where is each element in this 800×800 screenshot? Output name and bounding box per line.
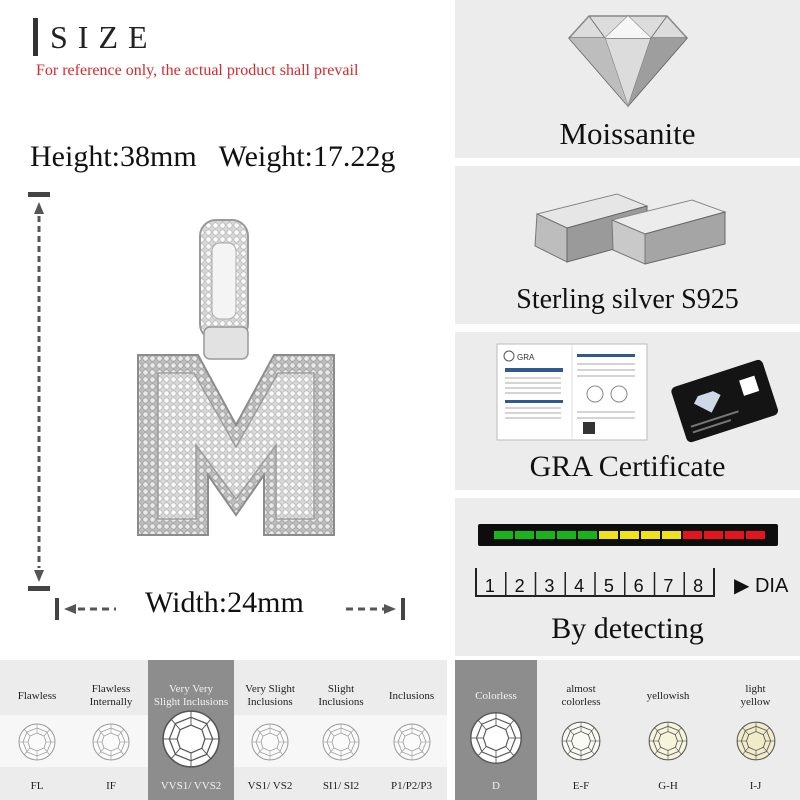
tester-scale-number: 8 xyxy=(693,576,704,596)
clarity-grade-column xyxy=(0,660,74,800)
tester-segment xyxy=(620,531,639,539)
feature-caption: By detecting xyxy=(551,612,704,645)
color-gem-icon xyxy=(647,720,689,767)
tester-segment xyxy=(704,531,723,539)
color-grade-code: G-H xyxy=(658,780,678,792)
clarity-grade-code: VVS1/ VVS2 xyxy=(160,780,222,792)
color-grade-code: D xyxy=(492,780,500,792)
tester-segment xyxy=(725,531,744,539)
tester-segment xyxy=(536,531,555,539)
feature-caption: Sterling silver S925 xyxy=(516,284,739,315)
reference-note: For reference only, the actual product shall prevail xyxy=(36,62,359,79)
tester-segment xyxy=(683,531,702,539)
clarity-gem-icon xyxy=(321,722,361,767)
color-grade-column xyxy=(537,660,625,800)
clarity-grade-column xyxy=(234,660,306,800)
clarity-grade-name: Very Very Slight Inclusions xyxy=(153,683,229,708)
clarity-grade-column xyxy=(376,660,447,800)
color-grade-name: almost colorless xyxy=(561,683,601,708)
feature-caption: Moissanite xyxy=(559,116,696,151)
clarity-grade-name: Flawless xyxy=(17,689,57,702)
color-grade-column xyxy=(625,660,711,800)
height-measure-arrow xyxy=(24,188,54,596)
tester-segment xyxy=(746,531,765,539)
color-grade-name: Colorless xyxy=(475,689,517,702)
color-gem-icon xyxy=(468,710,524,771)
clarity-gem-icon xyxy=(392,722,432,767)
clarity-grade-name: Very Slight Inclusions xyxy=(245,683,295,708)
certificate-icon xyxy=(495,342,780,444)
letter-m-pendant-image xyxy=(128,215,343,545)
tester-segment xyxy=(578,531,597,539)
color-grade-name: light yellow xyxy=(740,683,771,708)
clarity-grade-table xyxy=(0,660,447,800)
certificate-brand: GRA xyxy=(517,353,535,362)
color-gem-icon xyxy=(735,720,777,767)
tester-segment xyxy=(641,531,660,539)
tester-scale-number: 1 xyxy=(484,576,495,596)
feature-caption: GRA Certificate xyxy=(529,450,726,483)
diamond-tester-icon xyxy=(478,524,778,546)
tester-scale-number: 2 xyxy=(514,576,525,596)
clarity-grade-code: P1/P2/P3 xyxy=(391,780,432,792)
tester-scale-number: 5 xyxy=(603,576,614,596)
tester-segment xyxy=(599,531,618,539)
clarity-gem-icon xyxy=(91,722,131,767)
tester-scale-number: 4 xyxy=(574,576,585,596)
tester-scale xyxy=(474,564,724,600)
color-grade-column xyxy=(711,660,800,800)
tester-scale-number: 6 xyxy=(633,576,644,596)
clarity-grade-column xyxy=(306,660,376,800)
clarity-grade-code: SI1/ SI2 xyxy=(322,780,360,792)
width-label: Width:24mm xyxy=(145,586,304,619)
clarity-grade-name: Slight Inclusions xyxy=(318,683,364,708)
clarity-gem-icon xyxy=(250,722,290,767)
color-grade-column xyxy=(455,660,537,800)
tester-segment xyxy=(494,531,513,539)
clarity-grade-column xyxy=(74,660,148,800)
clarity-grade-code: IF xyxy=(106,780,116,792)
clarity-gem-icon xyxy=(17,722,57,767)
clarity-grade-code: FL xyxy=(30,780,44,792)
diamond-icon xyxy=(567,8,689,108)
size-title: SIZE xyxy=(50,18,158,55)
tester-dia-label: ▶ DIA xyxy=(734,575,789,597)
silver-bars-icon xyxy=(527,184,732,266)
clarity-grade-name: Flawless Internally xyxy=(89,683,133,708)
tester-label: DIA xyxy=(754,575,789,597)
height-label: Height:38mm xyxy=(30,140,197,173)
feature-certificate xyxy=(455,332,800,490)
tester-scale-number: 3 xyxy=(544,576,555,596)
heading-bar xyxy=(33,18,38,56)
weight-label: Weight:17.22g xyxy=(218,140,396,173)
feature-moissanite xyxy=(455,0,800,158)
color-grade-table xyxy=(455,660,800,800)
color-grade-code: I-J xyxy=(749,780,762,792)
clarity-grade-name: Inclusions xyxy=(388,689,435,702)
dimensions-line xyxy=(30,140,417,174)
clarity-grade-column xyxy=(148,660,234,800)
size-heading xyxy=(33,18,158,56)
tester-segment xyxy=(662,531,681,539)
tester-segment xyxy=(557,531,576,539)
color-gem-icon xyxy=(560,720,602,767)
clarity-grade-code: VS1/ VS2 xyxy=(247,780,293,792)
color-grade-code: E-F xyxy=(572,780,590,792)
clarity-gem-icon xyxy=(160,708,222,775)
tester-segment xyxy=(515,531,534,539)
tester-scale-number: 7 xyxy=(663,576,674,596)
color-grade-name: yellowish xyxy=(646,689,690,702)
feature-silver xyxy=(455,166,800,324)
